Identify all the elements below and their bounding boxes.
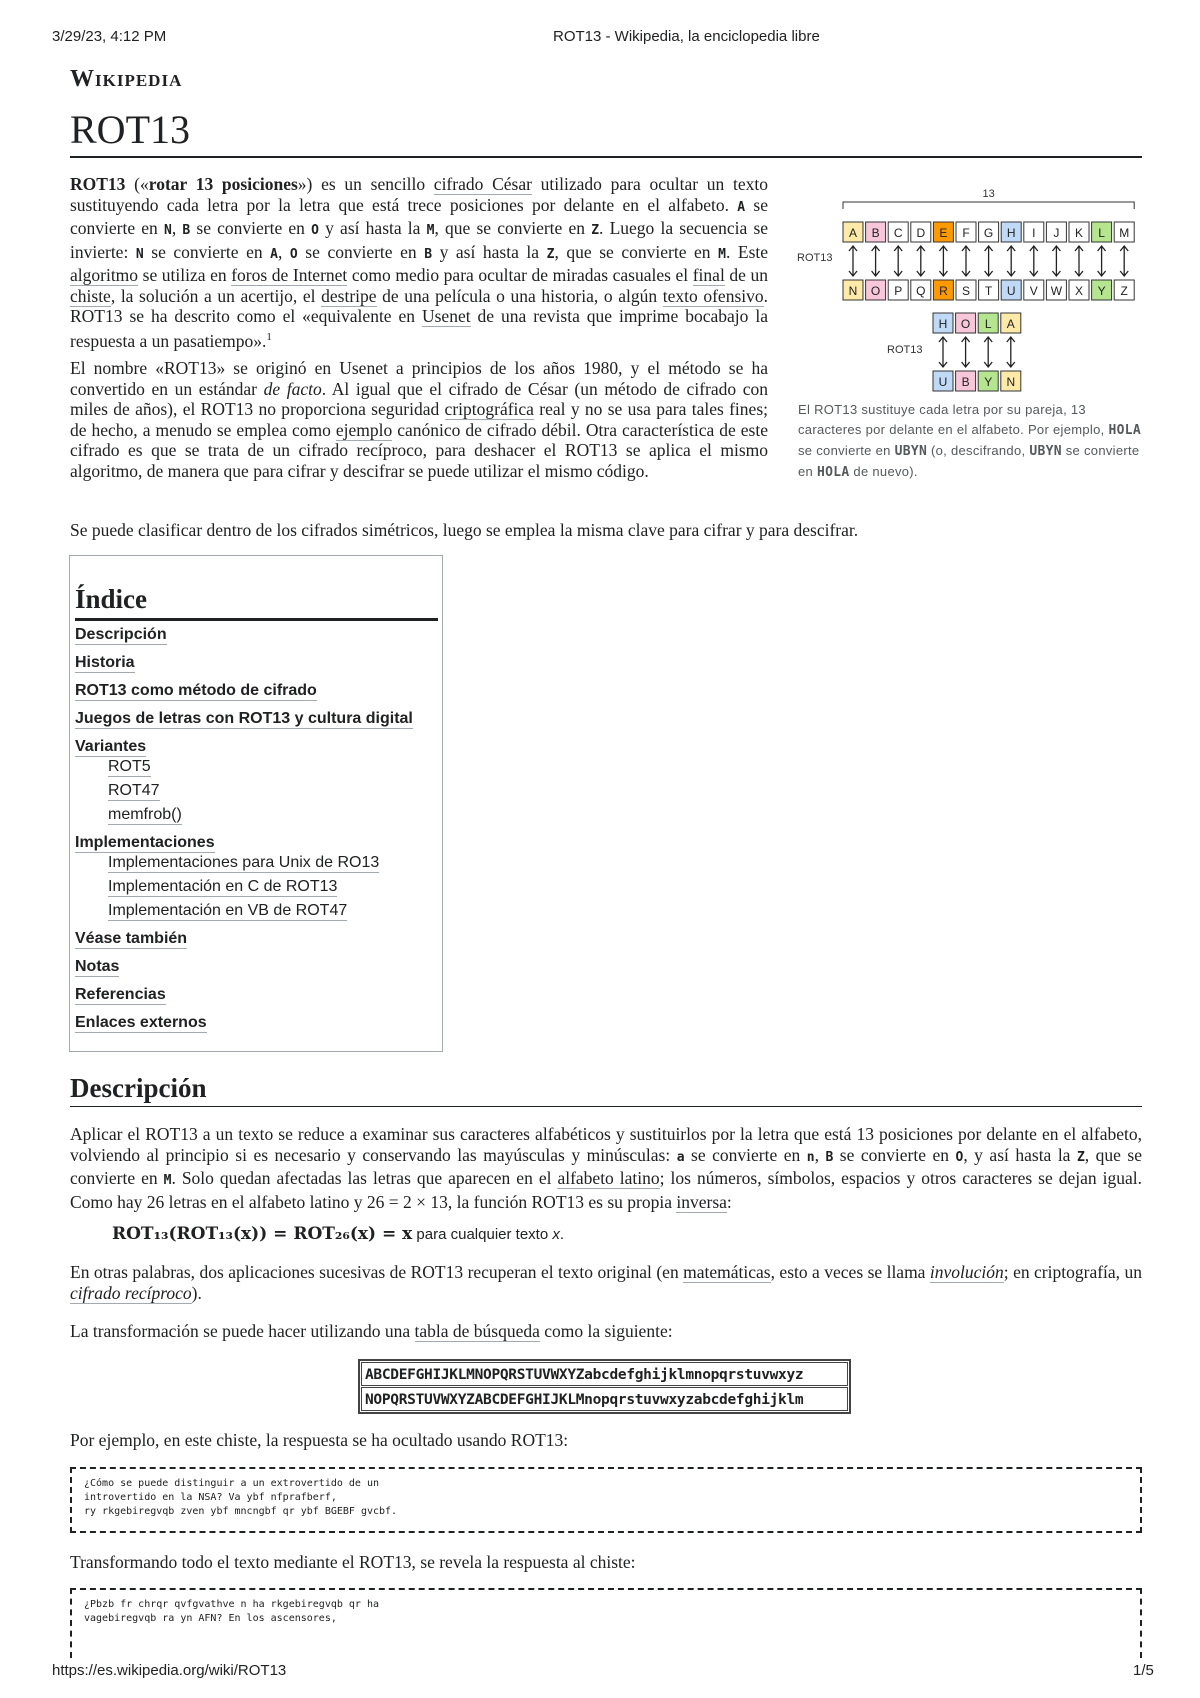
letter-bottom: R: [939, 284, 948, 298]
letter-bottom: U: [1006, 284, 1016, 298]
double-arrow: [984, 337, 992, 367]
inline-link[interactable]: cifrado recíproco: [70, 1282, 192, 1303]
toc-item[interactable]: Notas: [75, 958, 120, 975]
inline-text: canónico de cifrado débil. Otra característica de este cifrado es que se trata de un cifrado recíproco, para deshacer el ROT13 se aplica el mismo algoritmo, de manera que para cifrar y descifrar se puede utilizar el mismo código.: [70, 419, 768, 481]
letter-bottom: T: [984, 284, 993, 298]
reference-superscript[interactable]: 1: [266, 330, 272, 343]
joke-encoded-block: [70, 1467, 1142, 1533]
hola-top-letter: L: [984, 317, 992, 331]
toc-item[interactable]: Juegos de letras con ROT13 y cultura digital: [75, 710, 413, 727]
inline-text: («: [125, 174, 149, 194]
inline-text: (o, descifrando,: [927, 443, 1030, 458]
inline-text: de nuevo).: [849, 464, 918, 479]
inline-code: HOLA: [1108, 423, 1141, 438]
inline-text: se convierte en: [297, 241, 425, 262]
title-rule: [70, 156, 1142, 158]
descripcion-paragraph-3: [70, 1321, 1142, 1342]
inline-text: . ROT13 se ha descrito como el «equivalente en: [70, 285, 768, 326]
letter-top: L: [1098, 226, 1105, 240]
table-of-contents: [69, 555, 443, 1052]
inline-text: se convierte en: [190, 218, 312, 238]
toc-rule: [75, 618, 438, 621]
toc-item[interactable]: Variantes: [75, 738, 147, 755]
inline-text: y así hasta la: [432, 241, 547, 262]
inline-text: . Al igual que el cifrado de César (un método de cifrado con miles de años), el ROT13 no proporciona seguridad: [70, 378, 768, 419]
inline-code: Z: [546, 246, 555, 262]
toc-item[interactable]: ROT5: [108, 758, 151, 775]
inline-code: O: [955, 1149, 964, 1165]
inline-text: de una revista que imprime bocabajo la respuesta a un pasatiempo».: [70, 306, 768, 351]
double-arrow: [1120, 246, 1128, 276]
letter-top: H: [1006, 226, 1016, 240]
inline-text: :: [726, 1191, 732, 1212]
double-arrow: [939, 246, 947, 276]
inline-text: ).: [191, 1282, 202, 1303]
lookup-row-plain: ABCDEFGHIJKLMNOPQRSTUVWXYZabcdefghijklmnopqrstuvwxyz: [361, 1362, 848, 1386]
inline-code: A: [737, 199, 746, 215]
inline-text: se convierte en: [798, 443, 895, 458]
letter-bottom: Y: [1097, 284, 1106, 298]
inline-text: , que se convierte en: [434, 218, 592, 238]
inline-code: a: [676, 1149, 685, 1165]
toc-item[interactable]: Implementaciones para Unix de RO13: [108, 854, 380, 871]
inline-text: rotar 13 posiciones: [148, 174, 298, 194]
inline-text: como la siguiente:: [539, 1321, 673, 1341]
letter-top: K: [1074, 226, 1084, 240]
inline-text: ROT13: [70, 174, 126, 194]
inline-text: se utiliza en: [138, 265, 232, 285]
double-arrow: [985, 246, 993, 276]
code-line: ¿Cómo se puede distinguir a un extrovertido de un: [84, 1478, 380, 1489]
intro-paragraph-2: [70, 358, 768, 481]
hola-bottom-letter: N: [1006, 375, 1016, 389]
inline-link[interactable]: ejemplo: [335, 419, 393, 440]
toc-item[interactable]: Descripción: [75, 626, 167, 643]
formula-variable: x: [552, 1226, 560, 1243]
inline-code: N: [135, 246, 144, 262]
inline-link[interactable]: final: [692, 265, 725, 285]
rot13-side-label: ROT13: [887, 344, 923, 356]
wikipedia-logo[interactable]: Wikipedia: [70, 66, 183, 92]
code-line: ry rkgebiregvqb zven ybf mncngbf qr ybf BGEBF gvcbf.: [84, 1506, 398, 1517]
double-arrow: [1052, 246, 1060, 276]
toc-item[interactable]: Referencias: [75, 986, 166, 1003]
letter-top: B: [871, 226, 880, 240]
letter-top: J: [1053, 226, 1060, 240]
print-page-title: ROT13 - Wikipedia, la enciclopedia libre: [553, 28, 820, 45]
inline-text: Aplicar el ROT13 a un texto se reduce a examinar sus caracteres alfabéticos y sustituirlos por la letra que está 13 posiciones por delante en el alfabeto, volviendo al principio si es necesario y conservando las mayúsculas y minúsculas:: [70, 1124, 1142, 1165]
inline-text: se convierte en: [833, 1144, 956, 1165]
double-arrow: [894, 246, 902, 276]
inline-text: se convierte en: [70, 194, 769, 238]
double-arrow: [849, 246, 857, 276]
double-arrow: [917, 246, 925, 276]
section-heading-descripcion: Descripción: [70, 1073, 207, 1103]
inline-text: de una película o una historia, o algún: [376, 285, 663, 306]
double-arrow: [1007, 337, 1015, 367]
inline-link[interactable]: tabla de búsqueda: [414, 1321, 540, 1341]
letter-bottom: O: [870, 284, 881, 298]
inline-code: B: [182, 223, 191, 238]
page-title: ROT13: [70, 107, 190, 152]
double-arrow: [939, 337, 947, 367]
inline-code: M: [426, 223, 435, 238]
rot13-side-label: ROT13: [797, 252, 833, 264]
inline-text: ; los números, símbolos, espacios y otros caracteres se dejan igual. Como hay 26 letras en el alfabeto latino y 26 = 2 × 13, la función ROT13 es su propia: [70, 1168, 1142, 1212]
toc-item[interactable]: ROT47: [108, 782, 160, 799]
inline-link[interactable]: destripe: [321, 285, 377, 306]
inline-code: Z: [1076, 1149, 1085, 1165]
inline-code: HOLA: [816, 465, 850, 480]
inline-text: ,: [814, 1144, 826, 1165]
intro-paragraph-1: [70, 174, 768, 351]
letter-top: D: [916, 226, 926, 240]
inline-text: En otras palabras, dos aplicaciones sucesivas de ROT13 recuperan el texto original (en: [70, 1262, 684, 1282]
inline-link[interactable]: cifrado César: [433, 174, 532, 194]
section-rule: [70, 1106, 1142, 1107]
letter-bottom: V: [1029, 284, 1038, 298]
letter-bottom: Q: [916, 284, 926, 298]
inline-text: utilizado para ocultar un texto sustituyendo cada letra por la letra que está trece posiciones por delante en el alfabeto.: [70, 174, 769, 215]
toc-item[interactable]: ROT13 como método de cifrado: [75, 682, 317, 699]
double-arrow: [1098, 246, 1106, 276]
inline-text: ,: [171, 218, 183, 238]
letter-top: F: [962, 226, 970, 240]
formula: [112, 1224, 564, 1244]
inline-link[interactable]: matemáticas: [683, 1262, 771, 1282]
inline-text: se convierte en: [798, 443, 1140, 479]
lookup-table: [358, 1359, 851, 1414]
inline-code: A: [270, 246, 278, 262]
bracket-line: [843, 202, 1134, 209]
toc-item[interactable]: Implementación en C de ROT13: [108, 878, 338, 895]
toc-item[interactable]: Véase también: [75, 930, 188, 947]
inline-text: La transformación se puede hacer utilizando una: [70, 1321, 415, 1341]
letter-bottom: N: [848, 284, 858, 298]
inline-text: El ROT13 sustituye cada letra por su pareja, 13 caracteres por delante en el alfabeto. Por ejemplo,: [798, 402, 1109, 437]
bracket-label: 13: [982, 188, 995, 200]
inline-text: El nombre «ROT13» se originó en Usenet a principios de los años 1980, y el método se ha convertido en un estándar: [70, 358, 768, 399]
inline-link[interactable]: foros de Internet: [231, 265, 348, 285]
inline-text: , y así hasta la: [963, 1144, 1077, 1165]
inline-code: B: [424, 246, 433, 262]
formula-end: .: [559, 1226, 565, 1243]
inline-link[interactable]: algoritmo: [70, 265, 139, 285]
toc-item[interactable]: memfrob(): [108, 806, 182, 823]
hola-top-letter: A: [1006, 317, 1015, 331]
inline-code: UBYN: [894, 444, 928, 459]
inline-link[interactable]: involución: [929, 1262, 1004, 1282]
double-arrow: [1030, 246, 1038, 276]
toc-title: Índice: [75, 584, 148, 614]
inline-text: , la solución a un acertijo, el: [110, 285, 322, 306]
inline-code: B: [825, 1149, 834, 1165]
hola-bottom-letter: Y: [984, 375, 993, 389]
toc-item[interactable]: Historia: [75, 654, 135, 671]
inline-text: de un: [724, 265, 768, 285]
descripcion-paragraph-1: [70, 1124, 1142, 1212]
descripcion-paragraph-4: Por ejemplo, en este chiste, la respuesta se ha ocultado usando ROT13:: [70, 1430, 569, 1450]
inline-text: . Luego la secuencia se invierte:: [70, 218, 769, 262]
lookup-row-cipher: NOPQRSTUVWXYZABCDEFGHIJKLMnopqrstuvwxyzabcdefghijklm: [361, 1387, 848, 1411]
inline-text: ; en criptografía, un: [1003, 1262, 1142, 1282]
letter-top: E: [939, 226, 948, 240]
inline-text: real y no se usa para tales fines; de hecho, a menudo se emplea como: [70, 399, 768, 440]
inline-code: N: [163, 223, 172, 238]
figure-caption: [798, 400, 1143, 483]
inline-code: n: [806, 1149, 815, 1165]
inline-code: UBYN: [1029, 444, 1062, 459]
hola-bottom-letter: B: [961, 375, 970, 389]
joke-decoded-block: [70, 1588, 1142, 1658]
letter-bottom: Z: [1120, 284, 1128, 298]
inline-link[interactable]: inversa: [676, 1191, 727, 1212]
letter-top: G: [983, 226, 994, 240]
descripcion-paragraph-5: Transformando todo el texto mediante el ROT13, se revela la respuesta al chiste:: [70, 1552, 636, 1572]
letter-top: M: [1119, 226, 1130, 240]
inline-code: Z: [591, 223, 600, 238]
inline-text: como medio para ocultar de miradas casuales el: [347, 265, 693, 285]
code-line: introvertido en la NSA? Va ybf nfprafberf,: [84, 1492, 337, 1503]
inline-link[interactable]: chiste: [70, 285, 111, 306]
inline-code: M: [718, 246, 726, 262]
formula-suffix: para cualquier texto: [412, 1226, 553, 1243]
inline-text: y así hasta la: [318, 218, 427, 238]
inline-text: se convierte en: [684, 1144, 807, 1165]
inline-link[interactable]: alfabeto latino: [557, 1168, 660, 1188]
letter-top: I: [1032, 226, 1036, 240]
code-line: vagebiregvqb ra yn AFN? En los ascensores,: [84, 1613, 337, 1624]
inline-text: , esto a veces se llama: [770, 1262, 930, 1282]
intro-paragraph-3: Se puede clasificar dentro de los cifrados simétricos, luego se emplea la misma clave para cifrar y para descifrar.: [70, 520, 859, 540]
letter-bottom: X: [1074, 284, 1084, 298]
toc-item[interactable]: Implementación en VB de ROT47: [108, 902, 348, 919]
double-arrow: [1075, 246, 1083, 276]
inline-link[interactable]: texto ofensivo: [662, 285, 764, 306]
rot13-figure: [797, 185, 1142, 400]
print-datetime: 3/29/23, 4:12 PM: [52, 28, 167, 45]
inline-text: ») es un sencillo: [297, 174, 434, 194]
toc-item[interactable]: Implementaciones: [75, 834, 215, 851]
hola-bottom-letter: U: [938, 375, 948, 389]
print-url: https://es.wikipedia.org/wiki/ROT13: [52, 1662, 287, 1679]
letter-top: C: [893, 226, 903, 240]
print-page-number: 1/5: [1133, 1662, 1154, 1679]
inline-text: de facto: [263, 378, 322, 399]
inline-text: , que se convierte en: [70, 1144, 1142, 1188]
hola-top-letter: O: [960, 317, 971, 331]
inline-text: se convierte en: [143, 241, 271, 262]
inline-code: M: [163, 1173, 172, 1188]
inline-link[interactable]: criptográfica: [444, 399, 534, 419]
inline-text: . Solo quedan afectadas las letras que aparecen en el: [171, 1168, 558, 1188]
inline-text: ,: [277, 241, 290, 262]
letter-bottom: S: [961, 284, 971, 298]
toc-item[interactable]: Enlaces externos: [75, 1014, 207, 1031]
formula-expression: ROT₁₃(ROT₁₃(x)) = ROT₂₆(x) = x: [112, 1224, 413, 1244]
double-arrow: [1007, 246, 1015, 276]
code-line: ¿Pbzb fr chrqr qvfgvathve n ha rkgebiregvqb qr ha: [84, 1599, 380, 1610]
hola-top-letter: H: [938, 317, 948, 331]
inline-code: O: [289, 246, 298, 262]
letter-bottom: P: [894, 284, 903, 298]
letter-top: A: [848, 226, 858, 240]
letter-bottom: W: [1050, 284, 1063, 298]
double-arrow: [872, 246, 880, 276]
double-arrow: [962, 337, 970, 367]
inline-link[interactable]: Usenet: [421, 306, 471, 326]
inline-text: . Este: [725, 241, 769, 262]
descripcion-paragraph-2: [70, 1262, 1142, 1303]
inline-text: , que se convierte en: [554, 241, 719, 262]
double-arrow: [962, 246, 970, 276]
inline-code: O: [311, 223, 319, 238]
